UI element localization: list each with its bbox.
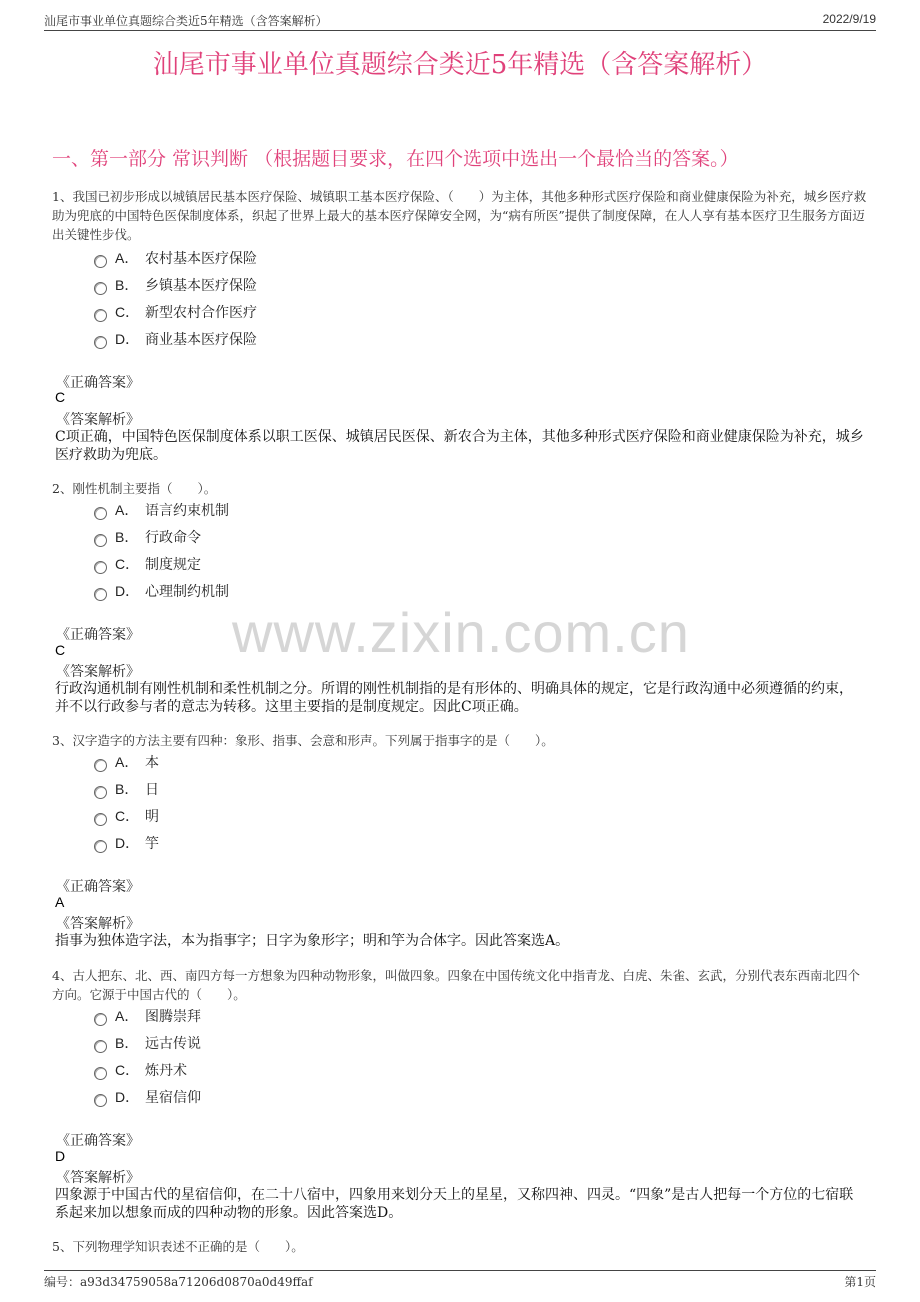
page-header — [44, 12, 876, 31]
radio-icon[interactable] — [94, 840, 107, 853]
radio-icon[interactable] — [94, 1094, 107, 1107]
question-4-correct-label: 《正确答案》 — [56, 1133, 140, 1149]
footer-document-id: 编号：a93d34759058a71206d0870a0d49ffaf — [44, 1275, 313, 1289]
question-2-option-d[interactable]: D． 心理制约机制 — [94, 581, 229, 601]
question-4-option-b[interactable]: B． 远古传说 — [94, 1033, 201, 1053]
radio-icon[interactable] — [94, 309, 107, 322]
page-footer — [44, 1270, 876, 1289]
question-3-analysis: 指事为独体造字法，本为指事字；日字为象形字；明和竽为合体字。因此答案选A。 — [55, 933, 570, 949]
radio-icon[interactable] — [94, 282, 107, 295]
question-4-analysis-label: 《答案解析》 — [56, 1170, 140, 1186]
header-date: 2022/9/19 — [822, 12, 876, 26]
radio-icon[interactable] — [94, 255, 107, 268]
footer-page-number: 第1页 — [844, 1275, 876, 1289]
question-4-answer: D — [55, 1148, 66, 1164]
question-1-analysis: C项正确，中国特色医保制度体系以职工医保、城镇居民医保、新农合为主体，其他多种形式医疗保险和商业健康保险为补充，城乡医疗救助为兜底。 — [55, 429, 864, 463]
question-2-analysis-label: 《答案解析》 — [56, 664, 140, 680]
question-1-option-c[interactable]: C． 新型农村合作医疗 — [94, 302, 257, 322]
radio-icon[interactable] — [94, 588, 107, 601]
question-3-correct-label: 《正确答案》 — [56, 879, 140, 895]
question-1-option-a[interactable]: A． 农村基本医疗保险 — [94, 248, 257, 268]
question-4-analysis: 四象源于中国古代的星宿信仰，在二十八宿中，四象用来划分天上的星星，又称四神、四灵。“四象”是古人把每一个方位的七宿联系起来加以想象而成的四种动物的形象。因此答案选D。 — [55, 1187, 854, 1221]
radio-icon[interactable] — [94, 534, 107, 547]
radio-icon[interactable] — [94, 786, 107, 799]
question-2-analysis: 行政沟通机制有刚性机制和柔性机制之分。所谓的刚性机制指的是有形体的、明确具体的规定，它是行政沟通中必须遵循的约束，并不以行政参与者的意志为转移。这里主要指的是制度规定。因此C项正确。 — [55, 681, 853, 715]
question-2-option-c[interactable]: C． 制度规定 — [94, 554, 201, 574]
question-4-option-a[interactable]: A． 图腾崇拜 — [94, 1006, 201, 1026]
question-2-answer: C — [55, 642, 66, 658]
watermark: www.zixin.com.cn — [232, 601, 690, 664]
question-2-option-a[interactable]: A． 语言约束机制 — [94, 500, 229, 520]
question-1-analysis-label: 《答案解析》 — [56, 412, 140, 428]
radio-icon[interactable] — [94, 759, 107, 772]
question-1-option-d[interactable]: D． 商业基本医疗保险 — [94, 329, 257, 349]
radio-icon[interactable] — [94, 561, 107, 574]
question-4-stem: 4、古人把东、北、西、南四方每一方想象为四种动物形象，叫做四象。四象在中国传统文化中指青龙、白虎、朱雀、玄武，分别代表东西南北四个方向。它源于中国古代的（ ）。 — [52, 968, 860, 1002]
radio-icon[interactable] — [94, 1040, 107, 1053]
question-3-option-d[interactable]: D． 竽 — [94, 833, 159, 853]
section-heading: 一、第一部分 常识判断 （根据题目要求，在四个选项中选出一个最恰当的答案。） — [52, 148, 739, 170]
radio-icon[interactable] — [94, 336, 107, 349]
question-3-option-b[interactable]: B． 日 — [94, 779, 159, 799]
question-3-option-a[interactable]: A． 本 — [94, 752, 159, 772]
radio-icon[interactable] — [94, 1067, 107, 1080]
radio-icon[interactable] — [94, 1013, 107, 1026]
question-1-correct-label: 《正确答案》 — [56, 375, 140, 391]
header-doc-title: 汕尾市事业单位真题综合类近5年精选（含答案解析） — [44, 14, 328, 28]
document-title: 汕尾市事业单位真题综合类近5年精选（含答案解析） — [152, 50, 768, 80]
question-2-correct-label: 《正确答案》 — [56, 627, 140, 643]
question-3-stem: 3、汉字造字的方法主要有四种：象形、指事、会意和形声。下列属于指事字的是（ ）。 — [52, 733, 554, 748]
question-1-option-b[interactable]: B． 乡镇基本医疗保险 — [94, 275, 257, 295]
question-5-stem: 5、下列物理学知识表述不正确的是（ ）。 — [52, 1239, 304, 1254]
question-3-answer: A — [55, 894, 65, 910]
question-3-option-c[interactable]: C． 明 — [94, 806, 159, 826]
question-2-stem: 2、刚性机制主要指（ ）。 — [52, 481, 217, 496]
radio-icon[interactable] — [94, 507, 107, 520]
radio-icon[interactable] — [94, 813, 107, 826]
question-4-option-c[interactable]: C． 炼丹术 — [94, 1060, 187, 1080]
question-1-stem: 1、我国已初步形成以城镇居民基本医疗保险、城镇职工基本医疗保险、（ ）为主体，其他多种形式医疗保险和商业健康保险为补充，城乡医疗救助为兜底的中国特色医保制度体系，织起了世界上最大的基本医疗保障安全网，为“病有所医”提供了制度保障，在人人享有基本医疗卫生服务方面迈出关键性步伐。 — [52, 189, 867, 242]
question-4-option-d[interactable]: D． 星宿信仰 — [94, 1087, 201, 1107]
question-3-analysis-label: 《答案解析》 — [56, 916, 140, 932]
question-2-option-b[interactable]: B． 行政命令 — [94, 527, 201, 547]
question-1-answer: C — [55, 389, 66, 405]
